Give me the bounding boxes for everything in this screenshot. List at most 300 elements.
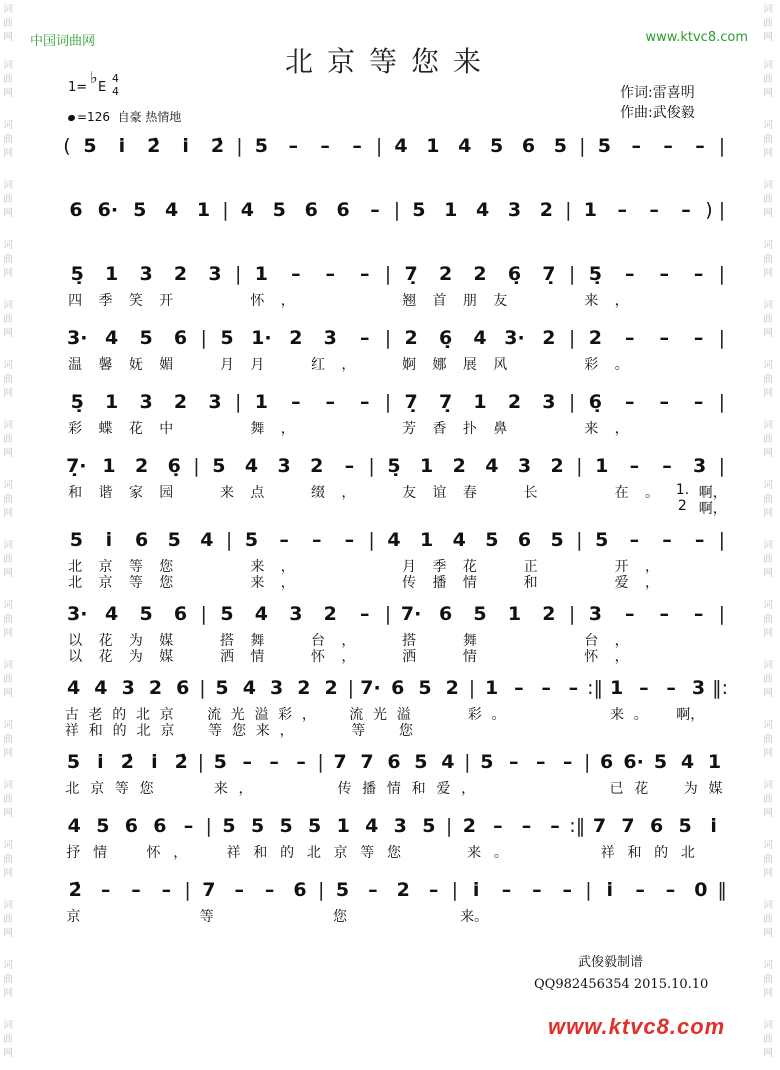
note: – (625, 391, 635, 413)
note: – (242, 751, 252, 773)
note: 3 (507, 199, 522, 221)
watermark-char: 曲 (3, 374, 13, 385)
lyric-syllable: 和 (627, 845, 642, 861)
note: 3 (269, 677, 284, 699)
watermark-char: 曲 (763, 674, 773, 685)
barline: | (200, 603, 207, 625)
lyric-syllable: 彩 (467, 707, 482, 723)
note: 2 (473, 263, 487, 285)
lyric-syllable (667, 646, 697, 666)
lyric-syllable: 您 (231, 723, 246, 739)
lyric-syllable: 花 (634, 781, 649, 797)
notes-line (60, 256, 728, 292)
lyric-syllable: ， (280, 293, 295, 309)
lyric-syllable: 您 (159, 559, 174, 575)
lyric-syllable (609, 720, 633, 740)
lyric-syllable (488, 906, 515, 926)
note: 3 (691, 677, 706, 699)
score-row (60, 596, 728, 670)
watermark-char: 网 (3, 388, 13, 399)
lyric-syllable: 您 (333, 909, 348, 925)
lyric-syllable (576, 572, 606, 592)
note: 5 (653, 751, 668, 773)
note: – (291, 391, 301, 413)
lyrics-line (60, 498, 728, 518)
lyric-syllable: 媒 (159, 633, 174, 649)
lyric-syllable: 北 (136, 723, 151, 739)
lyric-syllable: 婀 (402, 357, 417, 373)
repeat-sign: ‖: (712, 677, 728, 699)
watermark-char: 曲 (763, 254, 773, 265)
note: – (625, 603, 635, 625)
lyric-syllable (424, 646, 454, 666)
lyric-syllable: 啊， (698, 501, 727, 517)
note: – (325, 391, 336, 413)
note: 6 (134, 529, 149, 551)
lyric-syllable: 舞 (250, 633, 265, 649)
note: – (635, 879, 645, 901)
watermark-char: 网 (763, 808, 773, 819)
lyric-syllable: 和 (253, 845, 268, 861)
note: 5 (139, 603, 153, 625)
lyric-syllable: 。 (493, 845, 508, 861)
barline: | (197, 751, 204, 773)
note: 1 (484, 677, 499, 699)
watermark-char: 词 (3, 300, 13, 311)
note: 5 (308, 815, 322, 837)
note: 6 (153, 815, 167, 837)
note: 2 (396, 879, 410, 901)
lyric-syllable: ， (614, 649, 629, 665)
note: – (659, 263, 669, 285)
lyric-syllable (667, 418, 697, 438)
barline: | (576, 529, 583, 551)
watermark-char: 词 (763, 960, 773, 971)
note: – (428, 879, 439, 901)
note: 7̣ (404, 391, 418, 413)
watermark-char: 网 (3, 868, 13, 879)
watermark-char: 曲 (763, 134, 773, 145)
barline: | (317, 751, 324, 773)
note: 5 (490, 135, 504, 157)
watermark-char: 网 (3, 928, 13, 939)
watermark-char: 词 (763, 540, 773, 551)
watermark-char: 网 (763, 268, 773, 279)
tempo-marking (68, 108, 181, 125)
note: – (344, 529, 355, 551)
lyric-syllable: 谐 (98, 485, 113, 501)
lyric-syllable (541, 906, 568, 926)
lyric-syllable: 来 (584, 421, 599, 437)
note: i (151, 751, 158, 773)
lyric-syllable: 您 (139, 781, 154, 797)
note: 1 (507, 603, 522, 625)
lyrics-line (60, 842, 728, 862)
note: 5 (250, 815, 265, 837)
lyric-syllable: 。 (614, 357, 629, 373)
barline: | (347, 677, 355, 699)
note: 2 (323, 603, 337, 625)
lyric-syllable (541, 842, 568, 862)
note: – (291, 263, 301, 285)
score-row (60, 522, 728, 596)
lyric-syllable (637, 498, 667, 518)
lyric-syllable: 扑 (462, 421, 477, 437)
lyric-syllable: 风 (493, 357, 508, 373)
note: 2 (173, 263, 188, 285)
lyric-syllable (466, 720, 490, 740)
lyric-syllable (181, 354, 211, 374)
watermark-char: 网 (763, 328, 773, 339)
watermark-char: 词 (3, 240, 13, 251)
lyric-syllable: 在 (614, 485, 629, 501)
barline: | (368, 455, 375, 477)
lyric-syllable (515, 906, 542, 926)
notes-line (60, 192, 728, 228)
barline: | (384, 603, 392, 625)
lyric-syllable (333, 418, 363, 438)
note: 4 (67, 677, 81, 699)
barline: | (200, 327, 207, 349)
note: 3 (208, 263, 222, 285)
note: 1 (609, 677, 624, 699)
lyric-syllable (546, 646, 576, 666)
lyric-syllable (555, 778, 580, 798)
note: 2 (134, 455, 149, 477)
lyric-syllable: 朋 (462, 293, 477, 309)
watermark-char: 曲 (3, 18, 13, 29)
note: 7· (360, 677, 381, 699)
note: 2 (542, 327, 556, 349)
time-signature-bottom: 4 (112, 85, 119, 98)
lyric-syllable (258, 778, 283, 798)
watermark-char: 曲 (3, 914, 13, 925)
lyric-syllable (656, 720, 680, 740)
barline: | (718, 263, 726, 285)
watermark-char: 网 (763, 508, 773, 519)
note: 6· (623, 751, 644, 773)
note: 6 (600, 751, 614, 773)
lyric-syllable (194, 842, 221, 862)
note: 6̣ (167, 455, 181, 477)
watermark-char: 曲 (763, 434, 773, 445)
lyric-syllable: 和 (68, 485, 83, 501)
note: – (535, 751, 546, 773)
lyric-syllable: 家 (128, 485, 143, 501)
watermark-char: 词 (3, 360, 13, 371)
lyric-syllable (698, 354, 728, 374)
lyric-syllable: 已 (609, 781, 624, 797)
watermark-char: 词 (763, 720, 773, 731)
lyric-syllable (667, 354, 697, 374)
note: 5 (418, 677, 432, 699)
watermark-char: 词 (3, 780, 13, 791)
note: – (541, 677, 551, 699)
lyric-syllable: 北 (68, 575, 83, 591)
lyric-syllable: 爱 (614, 575, 629, 591)
lyric-syllable (303, 498, 333, 518)
lyric-syllable (181, 646, 211, 666)
notes-line (60, 808, 728, 844)
notes-line (60, 320, 728, 356)
lyric-syllable: 花 (98, 633, 113, 649)
lyric-syllable: 。 (633, 707, 648, 723)
note: – (693, 603, 704, 625)
note: 1 (473, 391, 487, 413)
note: 1 (196, 199, 211, 221)
lyric-syllable: 怀 (584, 649, 599, 665)
watermark-char: 网 (763, 1048, 773, 1059)
lyric-syllable (181, 290, 211, 310)
lyric-syllable: 来 (213, 781, 228, 797)
lyric-syllable (181, 498, 211, 518)
lyric-syllable: 啊， (698, 485, 727, 501)
note: i (472, 879, 480, 901)
lyric-syllable: 光 (372, 707, 387, 723)
note: – (693, 263, 704, 285)
lyric-syllable: 以 (68, 633, 83, 649)
note: 5 (244, 529, 259, 551)
note: 6 (438, 603, 453, 625)
footer-url: www.ktvc8.com (548, 1014, 726, 1039)
lyric-syllable: 翘 (402, 293, 417, 309)
barline: | (568, 263, 576, 285)
lyric-syllable (485, 498, 515, 518)
watermark-char: 曲 (763, 1034, 773, 1045)
note: – (234, 879, 244, 901)
lyric-syllable (364, 290, 394, 310)
expression-marking: 自豪 热情地 (117, 110, 182, 124)
credits (620, 83, 695, 123)
note: 1 (105, 391, 119, 413)
note: 1· (251, 327, 272, 349)
lyric-syllable: 长 (523, 485, 538, 501)
note: 4 (254, 603, 269, 625)
lyric-syllable: 首 (432, 293, 447, 309)
lyric-syllable: ， (173, 845, 188, 861)
barline: | (234, 263, 242, 285)
score-row (60, 384, 728, 448)
note: 5 (139, 327, 153, 349)
lyric-syllable: ， (341, 633, 356, 649)
note: 3· (66, 327, 88, 349)
lyric-syllable: 京 (333, 845, 348, 861)
note: – (269, 751, 279, 773)
lyric-syllable (113, 842, 140, 862)
note: 4 (94, 677, 108, 699)
watermark-char: 曲 (3, 494, 13, 505)
lyric-syllable (576, 498, 606, 518)
note: 2 (462, 815, 476, 837)
lyric-syllable (87, 906, 114, 926)
lyricist: 作词:雷喜明 (620, 85, 695, 101)
lyrics-line (60, 290, 728, 310)
barline: | (222, 199, 229, 221)
watermark-char: 曲 (763, 494, 773, 505)
note: 3 (542, 391, 556, 413)
lyric-syllable: 媒 (708, 781, 723, 797)
note: – (325, 263, 336, 285)
watermark-char: 网 (763, 688, 773, 699)
lyric-syllable: 情 (386, 781, 401, 797)
note: 3 (139, 263, 153, 285)
watermark-char: 曲 (3, 254, 13, 265)
lyric-syllable (220, 906, 247, 926)
lyric-syllable: 等 (360, 845, 375, 861)
score-row (60, 670, 728, 744)
barline: | (205, 815, 212, 837)
note: 3 (289, 603, 303, 625)
note: – (352, 135, 362, 157)
watermark-char: 词 (763, 180, 773, 191)
lyric-syllable (212, 418, 242, 438)
note: 5 (550, 529, 564, 551)
lyric-syllable: 京 (159, 707, 174, 723)
note: 7 (360, 751, 374, 773)
notes-line (60, 448, 728, 484)
note: 7 (592, 815, 607, 837)
note: – (649, 199, 659, 221)
note: 5̣ (387, 455, 401, 477)
lyric-syllable: 和 (88, 723, 103, 739)
lyric-syllable: 红 (311, 357, 326, 373)
watermark-char: 网 (763, 32, 773, 43)
watermark-char: 词 (3, 720, 13, 731)
note: 1 (102, 455, 116, 477)
lyric-syllable: 2 (677, 498, 687, 514)
barline: | (225, 529, 233, 551)
notes-line (60, 670, 728, 706)
note: 5 (66, 751, 81, 773)
note: 5̣ (70, 263, 84, 285)
note: 2 (289, 327, 303, 349)
lyric-syllable (60, 498, 90, 518)
note: 4 (105, 603, 119, 625)
lyric-syllable: 季 (432, 559, 447, 575)
lyric-syllable (322, 720, 346, 740)
note: 4 (165, 199, 179, 221)
barline: | (375, 135, 383, 157)
note: 1 (105, 263, 119, 285)
lyric-syllable: ， (614, 633, 629, 649)
barline: | (464, 751, 471, 773)
lyric-syllable: 北 (135, 707, 150, 723)
watermark-char: 网 (763, 448, 773, 459)
score-row (60, 128, 728, 192)
lyric-syllable: 来 (219, 485, 234, 501)
lyric-syllable (273, 646, 303, 666)
lyric-syllable: 点 (250, 485, 265, 501)
watermark-char: 曲 (3, 554, 13, 565)
lyric-syllable: 媒 (159, 649, 174, 665)
lyric-syllable: 怀 (311, 649, 326, 665)
note: 6 (387, 751, 401, 773)
lyric-syllable: 为 (683, 781, 698, 797)
note: 5 (96, 815, 110, 837)
note: – (662, 455, 672, 477)
watermark-left (0, 0, 20, 1070)
note: 2 (550, 455, 564, 477)
lyric-syllable (121, 498, 151, 518)
lyric-syllable (698, 572, 728, 592)
lyric-syllable: 月 (250, 357, 265, 373)
watermark-char: 曲 (3, 974, 13, 985)
lyric-syllable (515, 646, 545, 666)
note: 4 (473, 327, 487, 349)
note: – (501, 879, 512, 901)
note: – (629, 529, 640, 551)
note: – (693, 391, 704, 413)
barline: | (585, 879, 592, 901)
note: – (625, 327, 635, 349)
note: 5̣ (588, 263, 602, 285)
note: 5 (422, 815, 436, 837)
lyric-syllable (515, 290, 545, 310)
note: 0 (694, 879, 708, 901)
lyric-syllable (434, 842, 461, 862)
note: ) (705, 199, 713, 221)
lyric-syllable: 洒 (402, 649, 417, 665)
lyric-syllable: 台 (584, 633, 599, 649)
note: 6̣ (588, 391, 602, 413)
lyric-syllable (606, 498, 636, 518)
lyric-syllable: 媚 (159, 357, 174, 373)
lyric-syllable: 的 (112, 707, 127, 723)
notes-line (60, 596, 728, 632)
watermark-char: 词 (3, 540, 13, 551)
lyric-syllable (140, 906, 167, 926)
barline: | (568, 327, 576, 349)
note: 5 (133, 199, 147, 221)
note: 5 (414, 751, 428, 773)
lyric-syllable (489, 720, 513, 740)
song-title: 北京等您来 (284, 45, 495, 78)
note: – (639, 677, 649, 699)
lyric-syllable: 馨 (98, 357, 113, 373)
lyric-syllable: 谊 (432, 485, 447, 501)
lyric-syllable (303, 572, 333, 592)
watermark-char: 曲 (3, 134, 13, 145)
barline: ‖ (717, 879, 727, 901)
barline: | (193, 455, 200, 477)
lyric-syllable: 季 (98, 293, 113, 309)
lyric-syllable (167, 906, 194, 926)
lyric-syllable (595, 906, 622, 926)
lyric-syllable: 等 (128, 559, 143, 575)
watermark-char: 词 (763, 360, 773, 371)
repeat-sign: :‖ (587, 677, 603, 699)
watermark-char: 网 (763, 628, 773, 639)
barline: | (384, 327, 392, 349)
note: – (568, 677, 579, 699)
note: 4 (476, 199, 490, 221)
lyric-syllable: 京 (90, 781, 105, 797)
note: 7 (621, 815, 635, 837)
note: 1 (254, 263, 269, 285)
note: – (629, 455, 640, 477)
barline: | (718, 603, 726, 625)
lyric-syllable (424, 498, 454, 518)
watermark-char: 网 (3, 328, 13, 339)
lyric-syllable: 溢 (396, 707, 411, 723)
lyric-syllable (90, 498, 120, 518)
note: 2̇ (147, 135, 161, 157)
lyric-syllable: 北 (306, 845, 321, 861)
note: 5 (678, 815, 692, 837)
note: – (695, 135, 705, 157)
score-row (60, 192, 728, 256)
note: – (359, 391, 370, 413)
